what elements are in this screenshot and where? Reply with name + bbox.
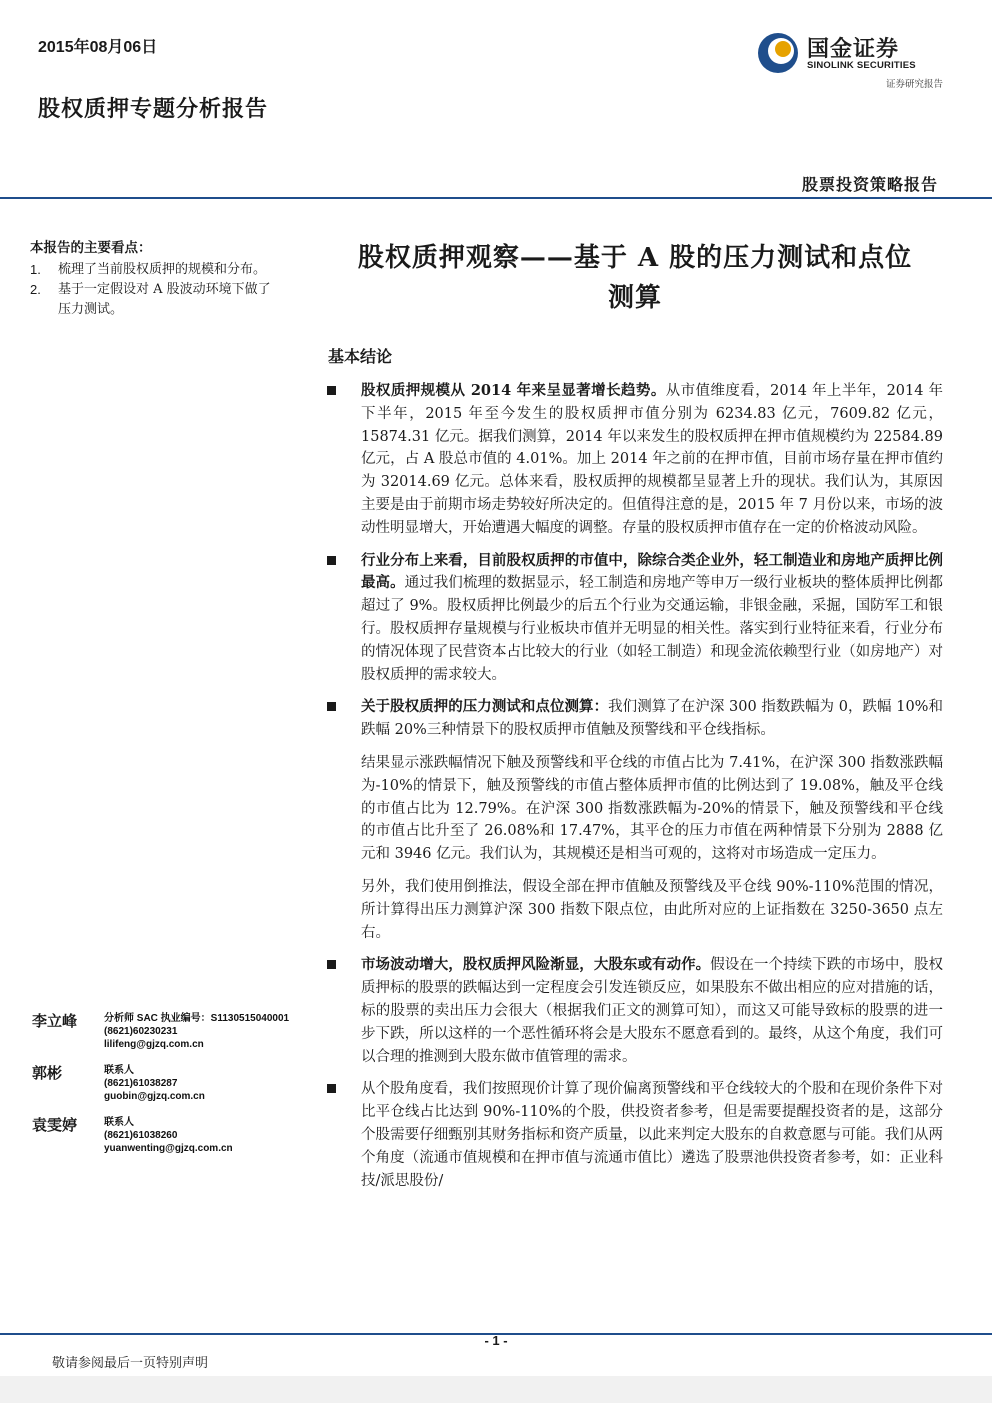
highlights-item [30,280,280,320]
report-type: 股票投资策略报告 [801,175,938,194]
document-title-line2: 测算 [607,283,662,313]
series-title: 股权质押专题分析报告 [38,96,269,122]
author-role: 联系人 [104,1117,134,1128]
footer-band [0,1376,992,1403]
author-phone: (8621)60230231 [104,1026,178,1037]
bullet-lead: 股权质押规模从 2014 年来呈显著增长趋势。 [361,382,666,399]
author-name: 袁雯婷 [32,1116,78,1134]
square-bullet-icon [327,702,336,711]
author-role: 联系人 [104,1065,134,1076]
bullet-lead: 行业分布上来看，目前股权质押的市值中，除综合类企业外，轻工制造业和房地产质押比例最高。 [361,551,943,592]
author-info [104,1012,289,1051]
author-phone: (8621)61038260 [104,1130,178,1141]
authors-block [32,1010,317,1166]
conclusion-bullet [325,1078,943,1192]
conclusion-bullet [325,380,943,540]
author-role: 分析师 SAC 执业编号：S1130515040001 [104,1013,290,1024]
report-date: 2015年08月06日 [38,39,158,56]
document-title-line1: 股权质押观察——基于 A 股的压力测试和点位 [357,243,913,273]
bullet-text: 通过我们梳理的数据显示，轻工制造和房地产等申万一级行业板块的整体质押比例都超过了 9%。股权质押比例最少的后五个行业为交通运输，非银金融，采掘，国防军工和银行。股权质押存量规模与行业板块市值并无明显的相关性。落实到行业特征来看，行业分布的情况体现了民营资本占比较大的行业（如轻工制造）和现金流依赖型行业（如房地产）对股权质押的需求较大。 [361,575,943,683]
author-name: 李立峰 [32,1012,78,1030]
conclusion-bullet [325,954,943,1068]
highlights-item-number: 2. [30,282,41,297]
highlights-item-text: 梳理了当前股权质押的规模和分布。 [58,262,267,277]
brand-logo [757,30,947,92]
highlights-list [30,260,280,320]
author-name: 郭彬 [32,1064,63,1082]
square-bullet-icon [327,960,336,969]
author-entry [32,1010,317,1062]
page-number: - 1 - [484,1333,508,1348]
bullet-lead: 关于股权质押的压力测试和点位测算： [361,698,609,716]
highlights-sidebar [30,238,280,320]
sinolink-logo-icon [757,32,799,74]
disclaimer-note: 敬请参阅最后一页特别声明 [52,1356,209,1371]
highlights-item [30,260,280,280]
conclusion-bullet [325,696,943,742]
highlights-item-number: 1. [30,262,41,277]
bullet-text: 从市值维度看，2014 年上半年，2014 年下半年，2015 年至今发生的股权质押市值分别为 6234.83 亿元，7609.82 亿元，15874.31 亿元。据我们测算，2014 年以来发生的股权质押在押市值规模约为 22584.89 亿元，占 A 股总市值的 4.01%。加上 2014 年之前的在押市值，目前市场存量在押市值约为 32014.69 亿元。总体来看，股权质押的规模都呈显著上升的现状。我们认为，其原因主要是由于前期市场走势较好所决定的。但值得注意的是，2015 年 7 月份以来，市场的波动性明显增大，开始遭遇大幅度的调整。存量的股权质押市值存在一定的价格波动风险。 [361,383,943,536]
square-bullet-icon [327,1084,336,1093]
author-email[interactable]: guobin@gjzq.com.cn [104,1091,205,1102]
square-bullet-icon [327,386,336,395]
highlights-heading: 本报告的主要看点： [30,240,152,256]
header-divider [0,197,992,199]
logo-name-en: SINOLINK SECURITIES [807,60,916,71]
body-paragraph: 结果显示涨跌幅情况下触及预警线和平仓线的市值占比为 7.41%，在沪深 300 指数涨跌幅为-10%的情景下，触及预警线的市值占整体质押市值的比例达到了 19.08%，触及平仓线的市值占比为 12.79%。在沪深 300 指数涨跌幅为-20%的情景下，触及预警线和平仓线的市值占比升至了 26.08%和 17.47%，其平仓的压力市值在两种情景下分别为 2888 亿元和 3946 亿元。我们认为，其规模还是相当可观的，这将对市场造成一定压力。 [361,754,943,863]
bullet-text: 假设在一个持续下跌的市场中，股权质押标的股票的跌幅达到一定程度会引发连锁反应，如果股东不做出相应的应对措施的话，标的股票的卖出压力会很大（根据我们正文的测算可知），而这又可能导致标的股票的进一步下跌，所以这样的一个恶性循环将会是大股东不愿意看到的。最终，从这个角度，我们可以合理的推测到大股东做市值管理的需求。 [361,957,944,1065]
body-paragraph: 另外，我们使用倒推法，假设全部在押市值触及预警线及平仓线 90%-110%范围的情况，所计算得出压力测算沪深 300 指数下限点位，由此所对应的上证指数在 3250-3650 点左右。 [361,878,943,941]
author-entry [32,1114,317,1166]
author-info [104,1064,205,1103]
logo-name-cn: 国金证券 [807,37,900,62]
author-phone: (8621)61038287 [104,1078,178,1089]
author-info [104,1116,233,1155]
square-bullet-icon [327,556,336,565]
logo-subtitle: 证券研究报告 [885,79,943,90]
author-email[interactable]: lilifeng@gjzq.com.cn [104,1039,204,1050]
bullet-text: 从个股角度看，我们按照现价计算了现价偏离预警线和平仓线较大的个股和在现价条件下对比平仓线占比达到 90%-110%的个股，供投资者参考，但是需要提醒投资者的是，这部分个股需要仔细甄别其财务指标和资产质量，以此来判定大股东的自救意愿与可能。我们从两个角度（流通市值规模和在押市值与流通市值比）遴选了股票池供投资者参考，如：正业科技/派思股份/ [361,1081,943,1189]
bullet-text: 我们测算了在沪深 300 指数跌幅为 0，跌幅 10%和跌幅 20%三种情景下的股权质押市值触及预警线和平仓线指标。 [361,699,943,739]
conclusion-bullet [325,550,943,687]
author-entry [32,1062,317,1114]
section-heading: 基本结论 [328,347,393,366]
highlights-item-text: 基于一定假设对 A 股波动环境下做了压力测试。 [58,282,271,317]
bullet-lead: 市场波动增大，股权质押风险渐显，大股东或有动作。 [361,956,711,974]
main-content [325,380,943,1202]
document-title [320,238,950,318]
author-email[interactable]: yuanwenting@gjzq.com.cn [104,1143,233,1154]
